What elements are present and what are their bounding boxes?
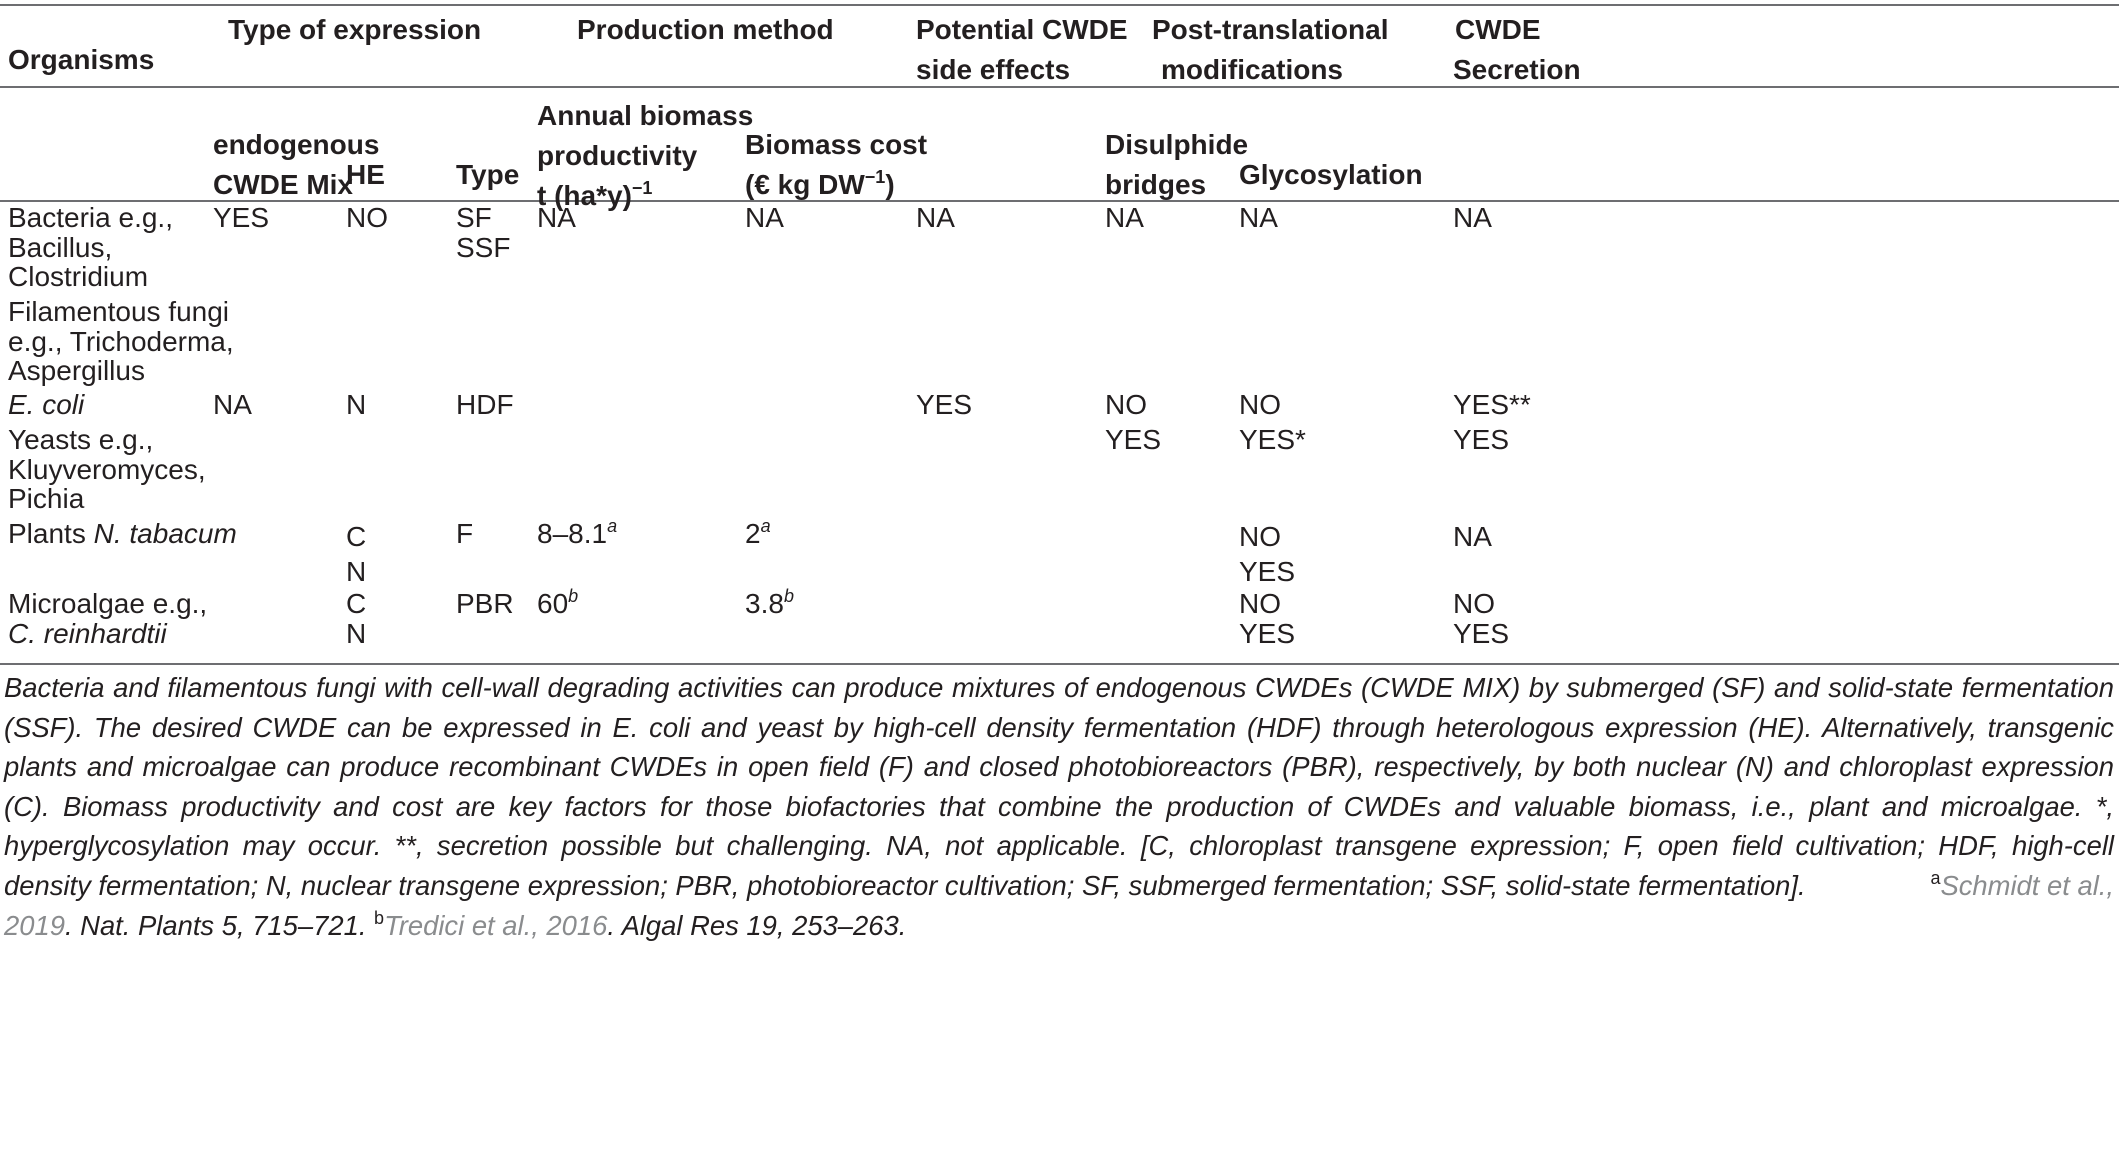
subheader-type: Type — [456, 159, 520, 190]
subheader-disulphide: Disulphide bridges — [1105, 129, 1249, 200]
subheader-annual-biomass: Annual biomass productivity t $(ha*y)^{-1}$ — [537, 100, 754, 211]
row-ecoli-type: HDF — [456, 389, 514, 420]
subheader-endogenous: endogenous CWDE Mix — [213, 129, 380, 200]
row-plants-cost: 2$^a$ — [745, 516, 771, 549]
caption-line-refs-b: 2019. Nat. Plants 5, 715–721. $^b$Tredici et al., 2016. Algal Res 19, 253–263. — [4, 907, 907, 941]
table-caption — [4, 668, 2114, 945]
row-ecoli-organism: E. coli — [8, 389, 85, 420]
row-bacteria-disulphide: NA — [1105, 202, 1144, 233]
caption-line: (C). Biomass productivity and cost are key factors for those biofactories that combine the production of CWDEs and valuable biomass, i.e., plant and microalgae. *, — [4, 790, 2114, 822]
row-ecoli-endogenous: NA — [213, 389, 252, 420]
row-bacteria-endogenous: YES — [213, 202, 270, 233]
subheader-he: HE — [346, 159, 385, 190]
row-microalgae-he: C N — [346, 588, 367, 649]
row-microalgae-productivity: 60$^b$ — [537, 586, 579, 619]
row-microalgae-cost: 3.8$^b$ — [745, 586, 794, 619]
row-bacteria-secretion: NA — [1453, 202, 1492, 233]
row-bacteria-type: SF SSF — [456, 202, 511, 263]
header-potential-side-effects: Potential CWDE side effects — [916, 14, 1128, 85]
caption-ref-a-head: $^a$Schmidt et al., — [1930, 867, 2114, 901]
header-cwde-secretion: CWDE Secretion — [1453, 14, 1581, 85]
caption-line: hyperglycosylation may occur. **, secretion possible but challenging. NA, not applicable. [C, chloroplast transgene expression; F, open field cultivation; HDF, high-cell — [4, 830, 2114, 862]
ref-link-tredici[interactable]: Tredici et al., 2016 — [384, 909, 608, 941]
row-bacteria-organism: Bacteria e.g., Bacillus, Clostridium — [8, 202, 173, 292]
header-production-method: Production method — [577, 14, 834, 45]
header-post-translational: Post-translational modifications — [1152, 14, 1389, 85]
row-fungi-organism: Filamentous fungi e.g., Trichoderma, Aspergillus — [8, 296, 234, 386]
row-ecoli-he: N — [346, 389, 367, 420]
caption-line: density fermentation; N, nuclear transgene expression; PBR, photobioreactor cultivation; SF, submerged fermentation; SSF, solid-state fermentation]. — [4, 869, 1806, 901]
row-ecoli-side-effects: YES — [916, 389, 973, 420]
row-bacteria-cost: NA — [745, 202, 784, 233]
caption-line-refs-a — [4, 866, 2114, 906]
row-microalgae-secretion: NO YES — [1453, 588, 1510, 649]
row-plants-type: F — [456, 518, 474, 549]
row-yeasts-glycosylation: YES* — [1239, 424, 1306, 455]
row-yeasts-secretion: YES — [1453, 424, 1510, 455]
row-ecoli-glycosylation: NO — [1239, 389, 1281, 420]
row-bacteria-he: NO — [346, 202, 388, 233]
caption-line: plants and microalgae can produce recombinant CWDEs in open field (F) and closed photobioreactors (PBR), respectively, by both nuclear (N) and chloroplast expression — [4, 751, 2114, 783]
row-plants-glycosylation: NO YES — [1239, 521, 1296, 587]
row-ecoli-secretion: YES** — [1453, 389, 1531, 420]
subheader-biomass-cost: Biomass cost (€ kg $DW^{-1}$) — [745, 129, 928, 200]
ref-link-schmidt[interactable]: Schmidt et al., — [1940, 869, 2114, 901]
row-plants-secretion: NA — [1453, 521, 1492, 552]
row-yeasts-organism: Yeasts e.g., Kluyveromyces, Pichia — [8, 424, 206, 514]
header-organisms: Organisms — [8, 44, 155, 75]
row-bacteria-side-effects: NA — [916, 202, 955, 233]
row-yeasts-disulphide: YES — [1105, 424, 1162, 455]
subheader-glycosylation: Glycosylation — [1239, 159, 1423, 190]
row-microalgae-glycosylation: NO YES — [1239, 588, 1296, 649]
row-plants-organism: Plants N. tabacum — [8, 518, 237, 549]
ref-link-schmidt-year[interactable]: 2019 — [4, 909, 65, 941]
row-plants-he: C N — [346, 521, 367, 587]
table-bottom-rule — [0, 663, 2119, 665]
header-type-of-expression: Type of expression — [228, 14, 482, 45]
caption-line: (SSF). The desired CWDE can be expressed in E. coli and yeast by high-cell density fermentation (HDF) through heterologous expression (HE). Alternatively, transgenic — [4, 711, 2114, 743]
row-microalgae-organism: Microalgae e.g., C. reinhardtii — [8, 588, 208, 649]
row-bacteria-glycosylation: NA — [1239, 202, 1278, 233]
top-rule — [0, 4, 2119, 6]
row-microalgae-type: PBR — [456, 588, 514, 619]
caption-line: Bacteria and filamentous fungi with cell-wall degrading activities can produce mixtures of endogenous CWDEs (CWDE MIX) by submerged (SF) and solid-state fermentation — [4, 672, 2114, 703]
row-plants-productivity: 8–8.1$^a$ — [537, 516, 618, 549]
row-bacteria-productivity: NA — [537, 202, 576, 233]
row-ecoli-disulphide: NO — [1105, 389, 1147, 420]
